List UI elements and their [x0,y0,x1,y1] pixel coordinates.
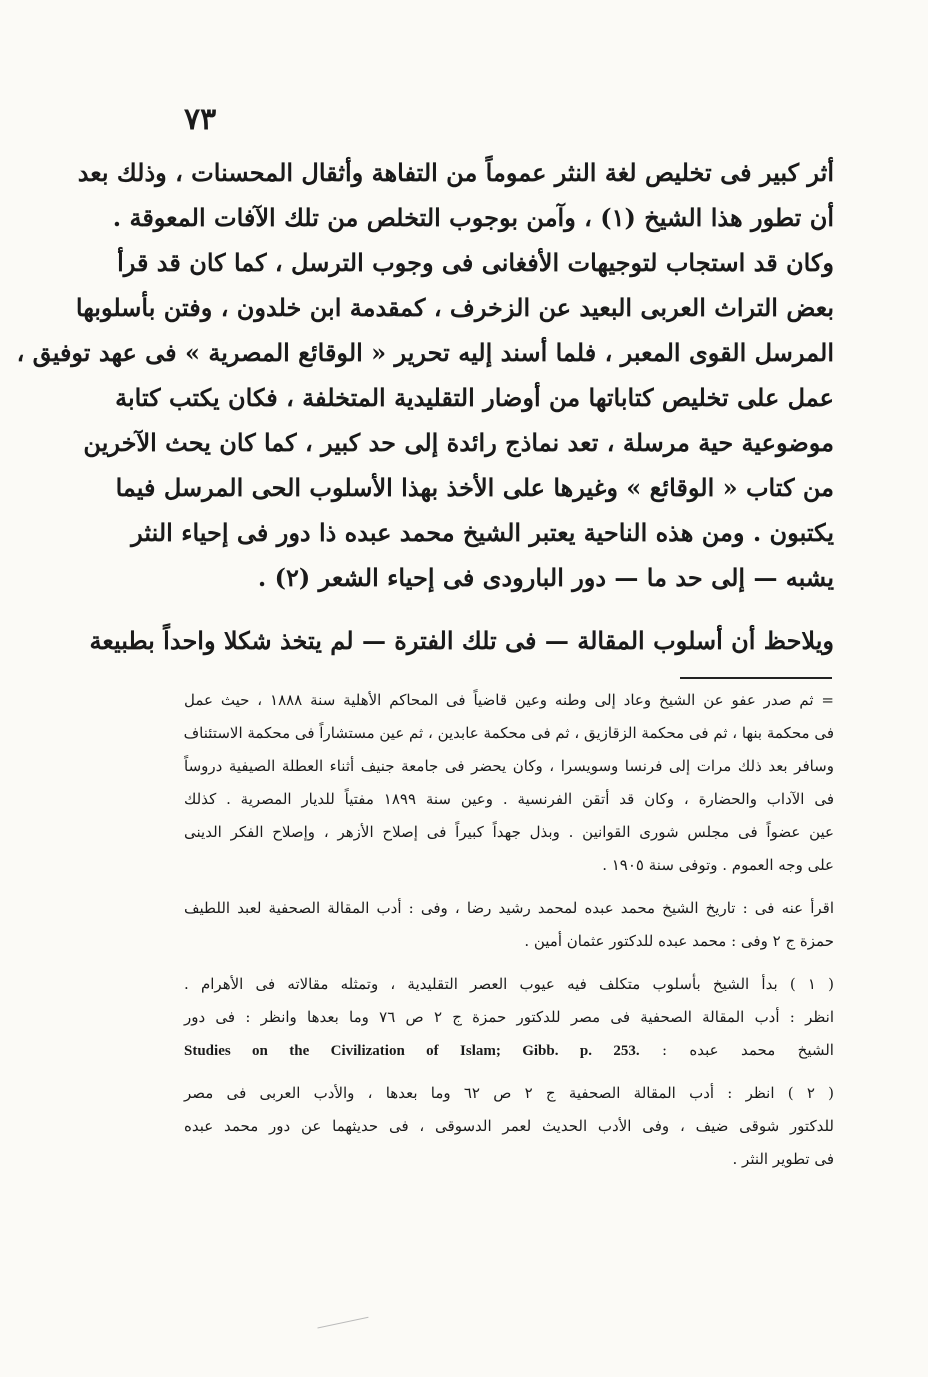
body-line: أثر كبير فى تخليص لغة النثر عموماً من التفاهة وأثقال المحسنات ، وذلك بعد [77,158,834,187]
footnote-1-line [184,1034,834,1067]
footnote-1-latin-citation: Studies on the Civilization of Islam; Gibb. p. 253. [184,1043,640,1059]
footnote-1-line: ( ١ ) بدأ الشيخ بأسلوب متكلف فيه عيوب العصر التقليدية ، وتمثله مقالاته فى الأهرام . [184,975,835,993]
body-line: من كتاب « الوقائع » وغيرها على الأخذ بهذا الأسلوب الحى المرسل فيما [115,473,834,502]
body-line: يكتبون . ومن هذه الناحية يعتبر الشيخ محمد عبده ذا دور فى إحياء النثر [131,518,834,547]
page-number: ٧٣ [184,102,217,137]
footnotes [184,684,834,1176]
body-line: بعض التراث العربى البعيد عن الزخرف ، كمقدمة ابن خلدون ، وفتن بأسلوبها [75,293,834,322]
footnote-line: = ثم صدر عفو عن الشيخ وعاد إلى وطنه وعين قاضياً فى المحاكم الأهلية سنة ١٨٨٨ ، حيث عمل [184,691,835,709]
body-line: أن تطور هذا الشيخ (١) ، وآمن بوجوب التخلص من تلك الآفات المعوقة . [112,203,834,232]
footnote-reference-line: حمزة ج ٢ وفى : محمد عبده للدكتور عثمان أمين . [524,932,834,950]
footnote-line: وسافر بعد ذلك مرات إلى فرنسا وسويسرا ، وكان يحضر فى جامعة جنيف أثناء العطلة الصيفية دروساً [184,757,834,775]
body-line: وكان قد استجاب لتوجيهات الأفغانى فى وجوب الترسل ، كما كان قد قرأ [117,248,834,277]
footnote-line: على وجه العموم . وتوفى سنة ١٩٠٥ . [602,856,834,874]
body-line: يشبه — إلى حد ما — دور البارودى فى إحياء الشعر (٢) . [257,563,834,592]
footnote-2-line: للدكتور شوقى ضيف ، وفى الأدب الحديث لعمر الدسوقى ، فى حديثهما عن دور محمد عبده [184,1117,834,1135]
footnote-2-line: ( ٢ ) انظر : أدب المقالة الصحفية ج ٢ ص ٦٢ وما بعدها ، والأدب العربى فى مصر [184,1084,835,1102]
body-line: عمل على تخليص كتاباتها من أوضار التقليدية المتخلفة ، فكان يكتب كتابة [115,383,834,412]
footnote-reference-line: اقرأ عنه فى : تاريخ الشيخ محمد عبده لمحمد رشيد رضا ، وفى : أدب المقالة الصحفية لعبد اللطيف [184,899,834,917]
body-line: موضوعية حية مرسلة ، تعد نماذج رائدة إلى حد كبير ، كما كان يحث الآخرين [83,428,834,457]
footnote-divider [680,677,832,679]
stray-pencil-mark [317,1317,370,1339]
body-line-paragraph2: ويلاحظ أن أسلوب المقالة — فى تلك الفترة — لم يتخذ شكلا واحداً بطبيعة [89,626,834,655]
footnote-2-line: فى تطوير النثر . [732,1150,834,1168]
footnote-1-line: انظر : أدب المقالة الصحفية فى مصر للدكتور حمزة ج ٢ ص ٧٦ وما بعدها وانظر : فى دور [184,1008,835,1026]
main-text [16,150,834,663]
body-line: المرسل القوى المعبر ، فلما أسند إليه تحرير « الوقائع المصرية » فى عهد توفيق ، [16,338,834,367]
footnote-line: فى محكمة بنها ، ثم فى محكمة الزقازيق ، ثم فى محكمة عابدين ، ثم عين مستشاراً فى محكمة الاستئناف [183,724,834,742]
footnote-line: فى الآداب والحضارة ، وكان قد أتقن الفرنسية . وعين سنة ١٨٩٩ مفتياً للديار المصرية . كذلك [184,790,834,808]
footnote-1-arabic: الشيخ محمد عبده : [661,1041,834,1059]
footnote-line: عين عضواً فى مجلس شورى القوانين . وبذل جهداً كبيراً فى إصلاح الأزهر ، وإصلاح الفكر الدينى [184,823,834,841]
